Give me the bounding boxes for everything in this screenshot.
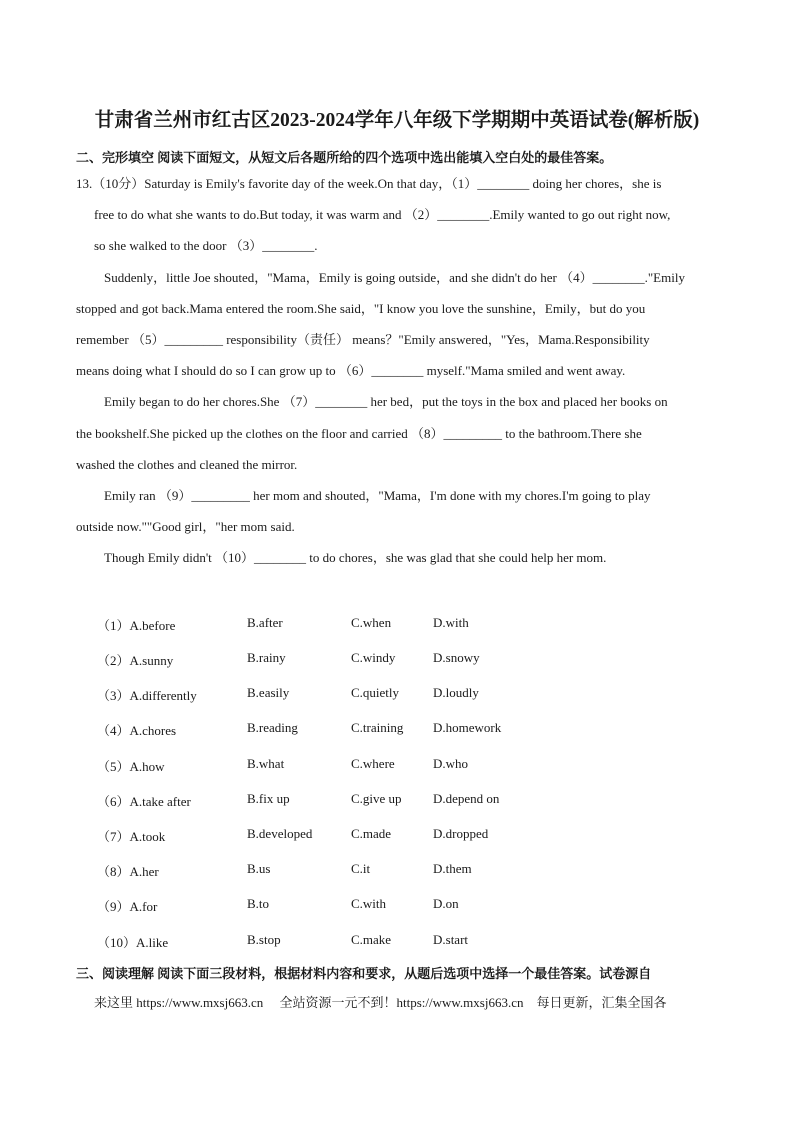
option-d: D.who bbox=[433, 756, 469, 771]
option-c: C.made bbox=[351, 826, 392, 841]
option-b: B.easily bbox=[247, 685, 290, 700]
option-b: B.us bbox=[247, 861, 271, 876]
option-a: （9）A.for bbox=[97, 899, 158, 914]
option-c: C.when bbox=[351, 615, 392, 630]
option-a: （1）A.before bbox=[97, 618, 176, 633]
option-c: C.make bbox=[351, 932, 392, 947]
option-d: D.depend on bbox=[433, 791, 500, 806]
page-title: 甘肃省兰州市红古区2023-2024学年八年级下学期期中英语试卷(解析版) bbox=[94, 110, 700, 131]
option-c: C.where bbox=[351, 756, 395, 771]
option-a: （4）A.chores bbox=[97, 723, 177, 738]
passage-line: Suddenly，little Joe shouted，"Mama，Emily is going outside，and she didn't do her （4）________."Emily bbox=[104, 270, 685, 285]
passage-line: outside now.""Good girl，"her mom said. bbox=[76, 519, 295, 534]
option-b: B.fix up bbox=[247, 791, 290, 806]
option-a: （7）A.took bbox=[97, 829, 166, 844]
option-a: （6）A.take after bbox=[97, 794, 191, 809]
option-d: D.loudly bbox=[433, 685, 479, 700]
option-c: C.it bbox=[351, 861, 371, 876]
option-d: D.dropped bbox=[433, 826, 489, 841]
passage-line: means doing what I should do so I can grow up to （6）________ myself."Mama smiled and went away. bbox=[76, 363, 626, 378]
option-b: B.rainy bbox=[247, 650, 286, 665]
section-3-heading: 三、阅读理解 阅读下面三段材料，根据材料内容和要求，从题后选项中选择一个最佳答案。试卷源自 bbox=[76, 966, 652, 981]
option-d: D.with bbox=[433, 615, 469, 630]
option-a: （2）A.sunny bbox=[97, 653, 174, 668]
option-c: C.with bbox=[351, 896, 387, 911]
passage-line: washed the clothes and cleaned the mirror. bbox=[76, 457, 298, 472]
option-b: B.to bbox=[247, 896, 270, 911]
option-a: （10）A.like bbox=[97, 935, 169, 950]
option-c: C.quietly bbox=[351, 685, 400, 700]
passage-line: stopped and got back.Mama entered the room.She said，"I know you love the sunshine，Emily，but do you bbox=[76, 301, 646, 316]
option-b: B.what bbox=[247, 756, 285, 771]
passage-line: Though Emily didn't （10）________ to do chores，she was glad that she could help her mom. bbox=[104, 550, 607, 565]
option-b: B.reading bbox=[247, 720, 298, 735]
passage-line: the bookshelf.She picked up the clothes on the floor and carried （8）_________ to the bathroom.There she bbox=[76, 426, 642, 441]
option-b: B.developed bbox=[247, 826, 313, 841]
option-d: D.them bbox=[433, 861, 472, 876]
option-c: C.windy bbox=[351, 650, 396, 665]
option-d: D.on bbox=[433, 896, 459, 911]
option-b: B.stop bbox=[247, 932, 281, 947]
option-a: （3）A.differently bbox=[97, 688, 197, 703]
option-c: C.give up bbox=[351, 791, 402, 806]
passage-line: 13.（10分）Saturday is Emily's favorite day of the week.On that day，（1）________ doing her chores，she is bbox=[76, 176, 662, 191]
section-3-source-line: 来这里 https://www.mxsj663.cn 全站资源一元不到！https://www.mxsj663.cn 每日更新，汇集全国各 bbox=[94, 995, 667, 1010]
option-b: B.after bbox=[247, 615, 283, 630]
option-d: D.homework bbox=[433, 720, 502, 735]
option-d: D.start bbox=[433, 932, 469, 947]
option-d: D.snowy bbox=[433, 650, 480, 665]
option-c: C.training bbox=[351, 720, 404, 735]
option-a: （8）A.her bbox=[97, 864, 159, 879]
section-2-heading: 二、完形填空 阅读下面短文，从短文后各题所给的四个选项中选出能填入空白处的最佳答案。 bbox=[76, 150, 613, 165]
passage-line: free to do what she wants to do.But today, it was warm and （2）________.Emily wanted to go out right now, bbox=[94, 207, 671, 222]
option-a: （5）A.how bbox=[97, 759, 165, 774]
passage-line: Emily began to do her chores.She （7）________ her bed，put the toys in the box and placed her books on bbox=[104, 394, 668, 409]
passage-line: so she walked to the door （3）________. bbox=[94, 238, 318, 253]
passage-line: Emily ran （9）_________ her mom and shouted，"Mama，I'm done with my chores.I'm going to play bbox=[104, 488, 651, 503]
passage-line: remember （5）_________ responsibility（责任） means？"Emily answered，"Yes，Mama.Responsibility bbox=[76, 332, 650, 347]
